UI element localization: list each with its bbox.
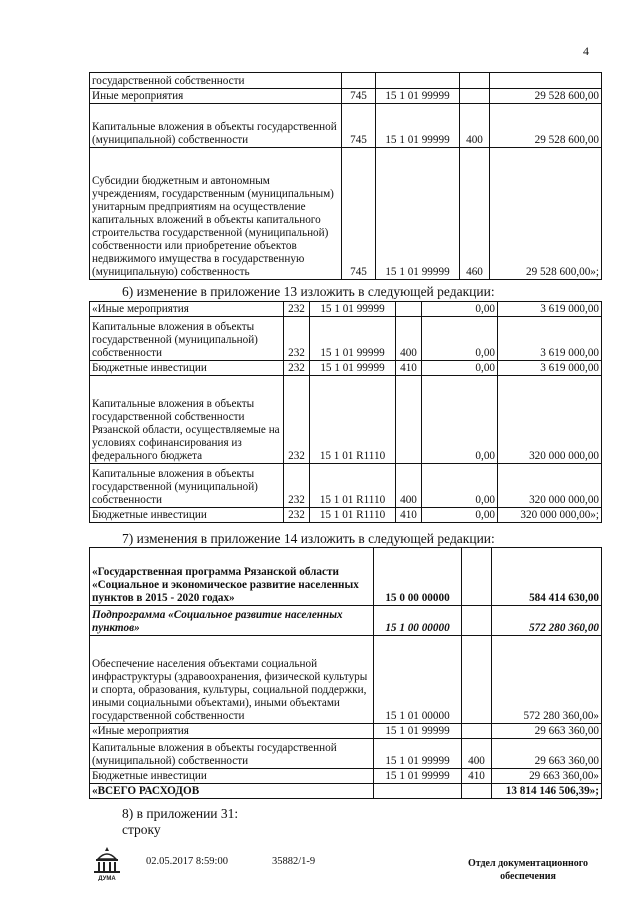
cell-name: Бюджетные инвестиции — [90, 508, 284, 523]
cell-name: Бюджетные инвестиции — [90, 361, 284, 376]
appendix-table-3 — [89, 547, 602, 799]
cell-name: Капитальные вложения в объекты государственной (муниципальной) собственности — [90, 464, 284, 508]
svg-text:ДУМА: ДУМА — [98, 876, 116, 881]
cell-name: Субсидии бюджетным и автономным учреждениям, государственным (муниципальным) унитарным предприятиям на осуществление капитальных вложений в объекты капитального строительства государственной (муниципальной) собственности или приобретение объектов недвижимого имущества в государственную (муниципальную) собственность — [90, 148, 342, 280]
cell-name: «Иные мероприятия — [90, 302, 284, 317]
cell-name: «ВСЕГО РАСХОДОВ — [90, 784, 374, 799]
table-row: Капитальные вложения в объекты государственной (муниципальной) собственности 232 15 1 01 R1110 400 0,00 320 000 000,00 — [90, 464, 602, 508]
appendix-table-1 — [89, 72, 602, 280]
cell-name: государственной собственности — [90, 73, 342, 89]
table-row: Капитальные вложения в объекты государственной (муниципальной) собственности 745 15 1 01 99999 400 29 528 600,00 — [90, 104, 602, 148]
cell-name: Капитальные вложения в объекты государственной собственности Рязанской области, осуществляемые на условиях софинансирования из федерального бюджета — [90, 376, 284, 464]
appendix-table-2 — [89, 301, 602, 523]
table-row: Капитальные вложения в объекты государственной (муниципальной) собственности 232 15 1 01 99999 400 0,00 3 619 000,00 — [90, 317, 602, 361]
table-row: «Иные мероприятия 15 1 01 99999 29 663 360,00 — [90, 724, 602, 739]
cell-name: Капитальные вложения в объекты государственной (муниципальной) собственности — [90, 739, 374, 769]
cell-name: Обеспечение населения объектами социальной инфраструктуры (здравоохранения, физической культуры и спорта, образования, культуры, социальной поддержки, иными социальными объектами), иными объектами государственной собственности — [90, 636, 374, 724]
footer-department: Отдел документационного обеспечения — [467, 858, 589, 882]
table-row: Бюджетные инвестиции 15 1 01 99999 410 29 663 360,00» — [90, 769, 602, 784]
cell-name: «Государственная программа Рязанской области «Социальное и экономическое развитие населенных пунктов в 2015 - 2020 годах» — [90, 548, 374, 606]
duma-logo-icon — [90, 845, 124, 881]
cell-name: Иные мероприятия — [90, 89, 342, 104]
cell-name: «Иные мероприятия — [90, 724, 374, 739]
section-heading-6: 6) изменение в приложение 13 изложить в следующей редакции: — [122, 284, 495, 299]
cell-name: Бюджетные инвестиции — [90, 769, 374, 784]
cell-name: Подпрограмма «Социальное развитие населенных пунктов» — [90, 606, 374, 636]
table-row: «ВСЕГО РАСХОДОВ 13 814 146 506,39»; — [90, 784, 602, 799]
footer-doc-id: 35882/1-9 — [272, 856, 316, 867]
table-row: «Иные мероприятия 232 15 1 01 99999 0,00 3 619 000,00 — [90, 302, 602, 317]
table-row: Капитальные вложения в объекты государственной собственности Рязанской области, осуществляемые на условиях софинансирования из федерального бюджета 232 15 1 01 R1110 0,00 320 000 000,00 — [90, 376, 602, 464]
footer-date: 02.05.2017 8:59:00 — [146, 856, 228, 867]
table-row: Бюджетные инвестиции 232 15 1 01 99999 410 0,00 3 619 000,00 — [90, 361, 602, 376]
table-row: Субсидии бюджетным и автономным учреждениям, государственным (муниципальным) унитарным предприятиям на осуществление капитальных вложений в объекты капитального строительства государственной (муниципальной) собственности или приобретение объектов недвижимого имущества в государственную (муниципальную) собственность 745 15 1 01 99999 460 29 528 600,00»; — [90, 148, 602, 280]
table-row: Бюджетные инвестиции 232 15 1 01 R1110 410 0,00 320 000 000,00»; — [90, 508, 602, 523]
section-heading-7: 7) изменения в приложение 14 изложить в следующей редакции: — [122, 531, 495, 546]
cell-name: Капитальные вложения в объекты государственной (муниципальной) собственности — [90, 104, 342, 148]
table-row: Иные мероприятия 745 15 1 01 99999 29 528 600,00 — [90, 89, 602, 104]
section-heading-8-line: строку — [122, 822, 161, 837]
table-row — [90, 73, 602, 89]
cell-name: Капитальные вложения в объекты государственной (муниципальной) собственности — [90, 317, 284, 361]
table-row: «Государственная программа Рязанской области «Социальное и экономическое развитие населенных пунктов в 2015 - 2020 годах» 15 0 00 00000 584 414 630,00 — [90, 548, 602, 606]
table-row: Обеспечение населения объектами социальной инфраструктуры (здравоохранения, физической культуры и спорта, образования, культуры, социальной поддержки, иными социальными объектами), иными объектами государственной собственности 15 1 01 00000 572 280 360,00» — [90, 636, 602, 724]
table-row: Подпрограмма «Социальное развитие населенных пунктов» 15 1 00 00000 572 280 360,00 — [90, 606, 602, 636]
section-heading-8: 8) в приложении 31: — [122, 806, 239, 821]
page-number: 4 — [583, 44, 589, 58]
table-row: Капитальные вложения в объекты государственной (муниципальной) собственности 15 1 01 99999 400 29 663 360,00 — [90, 739, 602, 769]
